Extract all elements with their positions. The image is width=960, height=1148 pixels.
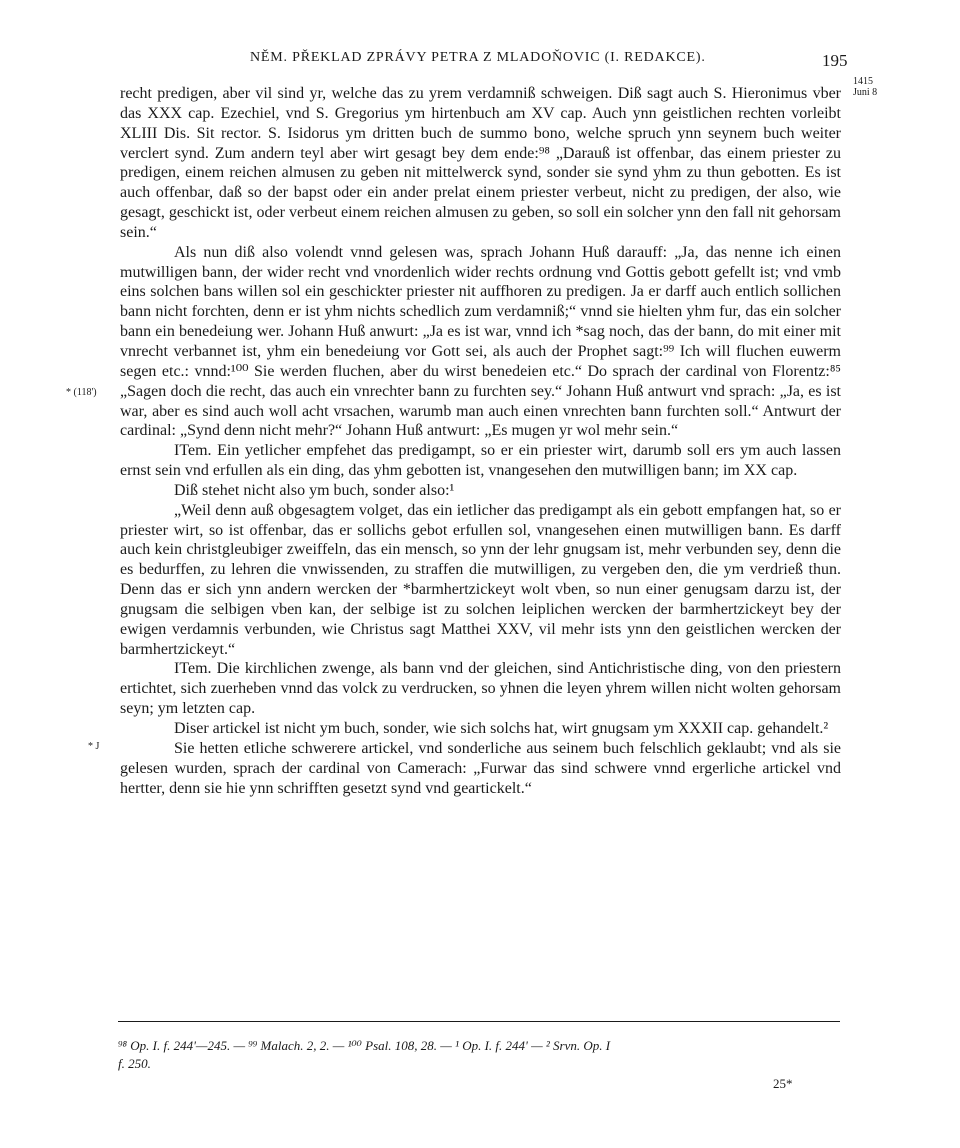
running-head-title: NĚM. PŘEKLAD ZPRÁVY PETRA Z MLADOŇOVIC (I. REDAKCE). [250, 50, 706, 65]
margin-folio-mark: * (118') [66, 387, 97, 398]
paragraph-7: Diser artickel ist nicht ym buch, sonder, wie sich solchs hat, wirt gnugsam ym XXXII cap. gehandelt.² [174, 720, 829, 737]
paragraph-5: „Weil denn auß obgesagtem volget, das ein ietlicher das predigampt als ein gebott empfangen hat, so er priester wirt, so ist offenbar, das er sollichs gebot erfullen sol, vnangesehen einen mutwilligen bann. Es darff auch kein christgleubiger zweiffeln, das ein mensch, so ynn der lehr gnugsam ist, mehr verbunden sey, denn die es bedurffen, zu lehren die vnwissenden, zu straffen die mutwilligen, zu vergeben den, die ym verdrieß thun. Denn das er sich ynn andern wercken der *barmhertzickeyt wolt vben, so nun einer genugsam darzu ist, der gnugsam die selbigen vben kan, der selbige ist zu solchen leiplichen wercken der barmhertzickeyt bey der ewigen verdamnis verbunden, wie Christus sagt Matthei XXV, vil mehr ists ynn den geistlichen wercken der barmhertzickeyt.“ [120, 501, 841, 658]
running-head [0, 50, 960, 74]
signature-mark: 25* [773, 1076, 793, 1091]
paragraph-2: Als nun diß also volendt vnnd gelesen was, sprach Johann Huß darauff: „Ja, das nenne ich einen mutwilligen bann, der wider recht vnd vnordenlich wider rechts ordnung vnd Gottis gebott gefellt ist; vnd vmb eins solchen bans willen sol ein geschickter priester nit auffhoren zu predigen. Ja er darff auch entlich sollichen bann nicht forchten, denn er ist yhm nichts schedlich zum verdamniß;“ vnnd sie hielten yhm fur, das ein solcher bann ein benedeiung wer. Johann Huß anwurt: „Ja es ist war, vnnd ich *sag noch, das der bann, do mit einer mit vnrecht verbannet ist, yhm ein benedeiung vor Gott sei, als auch der Prophet sagt:⁹⁹ Ich will fluchen euwerm segen etc.: vnnd:¹⁰⁰ Sie werden fluchen, aber du wirst benedeien etc.“ Do sprach der cardinal von Florentz:⁸⁵ „Sagen doch die recht, das auch ein vnrechter bann zu furchten sey.“ Johann Huß antwurt vnd sprach: „Ja, es ist war, aber es sind auch woll acht vrsachen, warumb man auch einen vnrechten bann furchten soll.“ Antwurt der cardinal: „Synd denn nicht mehr?“ Johann Huß antwurt: „Es mugen yr wol mehr sein.“ [120, 243, 841, 440]
footnote-divider [118, 1021, 840, 1022]
margin-source-mark: * J [88, 741, 100, 752]
page-number: 195 [822, 51, 848, 70]
margin-day: Juni 8 [853, 87, 878, 98]
margin-year: 1415 [853, 76, 873, 87]
paragraph-8: Sie hetten etliche schwerere artickel, vnd sonderliche aus seinem buch felschlich geklaubt; vnd als sie gelesen wurden, sprach der cardinal von Camerach: „Furwar das sind schwere vnnd ergerliche artickel vnd hertter, denn sie hie ynn schrifften gesetzt synd vnd geartickelt.“ [120, 739, 841, 797]
footnotes [118, 1036, 840, 1056]
footnote-line-1: ⁹⁸ Op. I. f. 244'—245. — ⁹⁹ Malach. 2, 2. — ¹⁰⁰ Psal. 108, 28. — ¹ Op. I. f. 244' — ² Srvn. Op. I [118, 1038, 611, 1053]
paragraph-3: ITem. Ein yetlicher empfehet das predigampt, so er ein priester wirt, darumb soll ers ym auch lassen ernst sein vnd erfullen als ein ding, das yhm gebotten ist, vnangesehen den mutwilligen bann; im XX cap. [120, 442, 841, 480]
main-text [120, 84, 841, 798]
margin-date-note [853, 76, 893, 98]
paragraph-1: recht predigen, aber vil sind yr, welche das zu yrem verdamniß schweigen. Diß sagt auch S. Hieronimus vber das XXX cap. Ezechiel, vnd S. Gregorius ym hirtenbuch am XV cap. Auch ynn geistlichen rechten vorleibt XLIII Dis. Sit rector. S. Isidorus ym dritten buch de summo bono, welche spruch ynn seynem buch weiter verclert synd. Zum andern teyl aber wirt gesagt bey dem ende:⁹⁸ „Darauß ist offenbar, das einem priester zu predigen, einem reichen almusen zu geben nit mittelwerck synd, sonder sie synd yhm zu thun gebotten. Es ist auch offenbar, daß so der bapst oder ein ander prelat einem priester verbeut, nicht zu predigen, der also, wie gesagt, geschickt ist, oder verbeut einem reichen almusen zu geben, so soll ein solcher ynn den fall nit gehorsam sein.“ [120, 85, 841, 241]
paragraph-4: Diß stehet nicht also ym buch, sonder also:¹ [174, 481, 455, 499]
footnote-line-2: f. 250. [118, 1056, 151, 1071]
paragraph-6: ITem. Die kirchlichen zwenge, als bann vnd der gleichen, sind Antichristische ding, von den priestern ertichtet, sich zuerheben vnnd das volck zu verdrucken, so yhnen die leyen yhrem willen nicht wolten gehorsam seyn; ym letzten cap. [120, 660, 841, 718]
